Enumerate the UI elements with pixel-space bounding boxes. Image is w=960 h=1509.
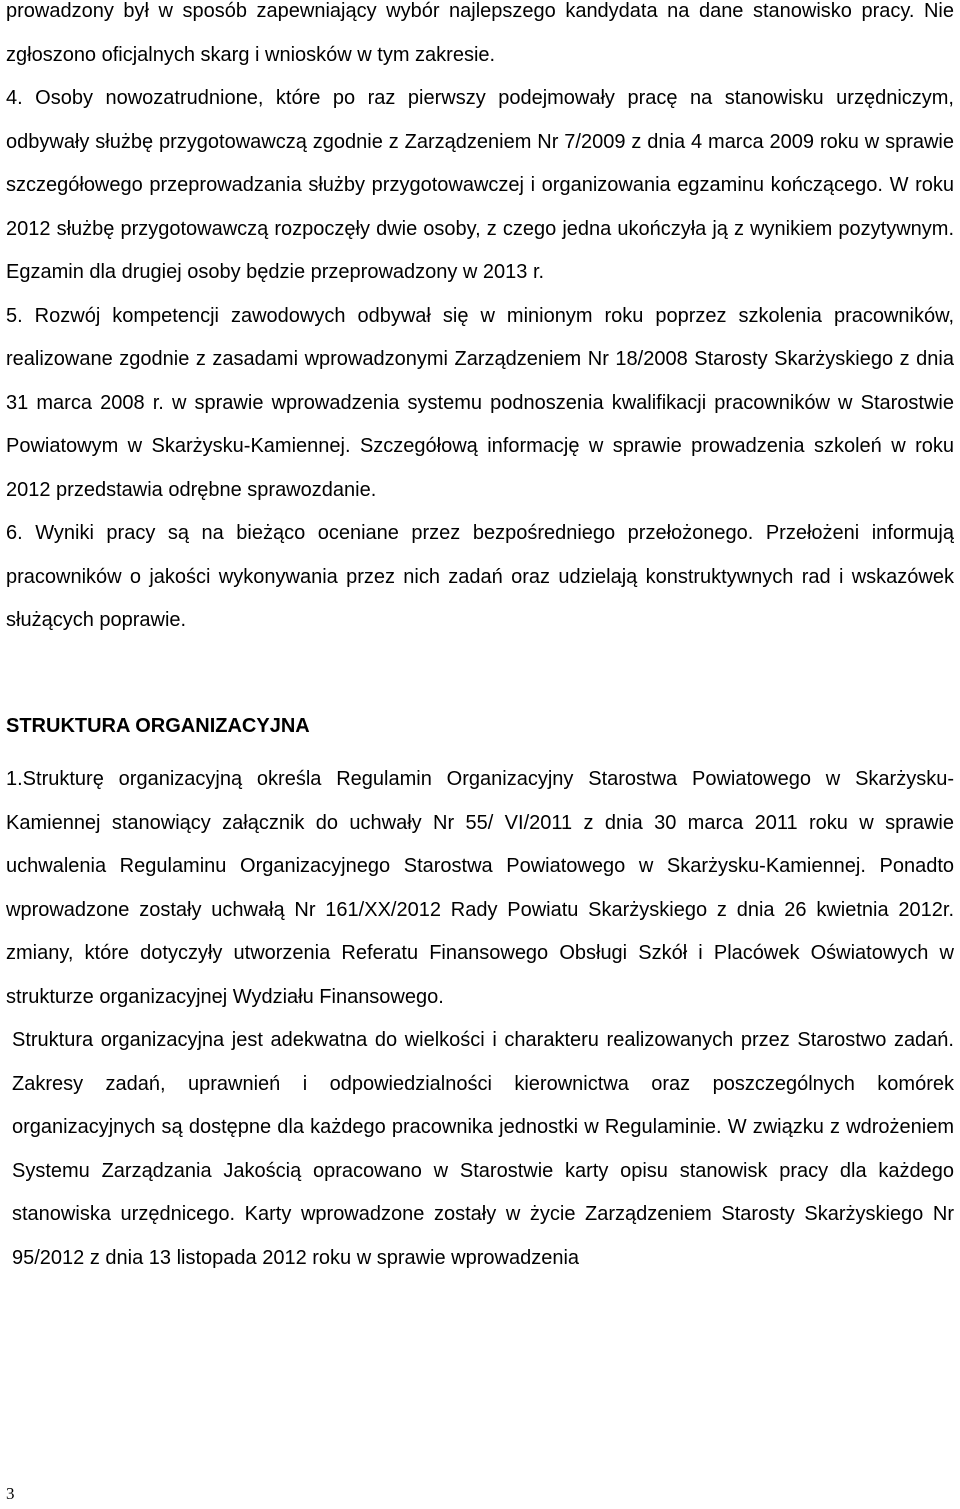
page-number: 3: [6, 1484, 15, 1503]
list-item-5: 5. Rozwój kompetencji zawodowych odbywał się w minionym roku poprzez szkolenia pracowników, realizowane zgodnie z zasadami wprowadzonymi Zarządzeniem Nr 18/2008 Starosty Skarżyskiego z dnia 31 marca 2008 r. w sprawie wprowadzenia systemu podnoszenia kwalifikacji pracowników w Starostwie Powiatowym w Skarżysku-Kamiennej. Szczegółową informację w sprawie prowadzenia szkoleń w roku 2012 przedstawia odrębne sprawozdanie.: [6, 304, 954, 501]
section-heading: STRUKTURA ORGANIZACYJNA: [6, 714, 310, 737]
structure-paragraph-2: Struktura organizacyjna jest adekwatna do wielkości i charakteru realizowanych przez Starostwo zadań. Zakresy zadań, uprawnień i odpowiedzialności kierownictwa oraz poszczególnych komórek organizacyjnych są dostępne dla każdego pracownika jednostki w Regulaminie. W związku z wdrożeniem Systemu Zarządzania Jakością opracowano w Starostwie karty opisu stanowisk pracy dla każdego stanowiska urzędnicego. Karty wprowadzone zostały w życie Zarządzeniem Starosty Skarżyskiego Nr 95/2012 z dnia 13 listopada 2012 roku w sprawie wprowadzenia: [12, 1029, 954, 1269]
structure-item-1: 1.Strukturę organizacyjną określa Regulamin Organizacyjny Starostwa Powiatowego w Skarżysku-Kamiennej stanowiący załącznik do uchwały Nr 55/ VI/2011 z dnia 30 marca 2011 roku w sprawie uchwalenia Regulaminu Organizacyjnego Starostwa Powiatowego w Skarżysku-Kamiennej. Ponadto wprowadzone zostały uchwałą Nr 161/XX/2012 Rady Powiatu Skarżyskiego z dnia 26 kwietnia 2012r. zmiany, które dotyczyły utworzenia Referatu Finansowego Obsługi Szkół i Placówek Oświatowych w strukturze organizacyjnej Wydziału Finansowego.: [6, 768, 954, 1008]
document-page: [6, 0, 954, 1280]
list-item-4: 4. Osoby nowozatrudnione, które po raz pierwszy podejmowały pracę na stanowisku urzędniczym, odbywały służbę przygotowawczą zgodnie z Zarządzeniem Nr 7/2009 z dnia 4 marca 2009 roku w sprawie szczegółowego przeprowadzania służby przygotowawczej i organizowania egzaminu kończącego. W roku 2012 służbę przygotowawczą rozpoczęły dwie osoby, z czego jedna ukończyła ją z wynikiem pozytywnym. Egzamin dla drugiej osoby będzie przeprowadzony w 2013 r.: [6, 87, 954, 283]
paragraph-continuation: prowadzony był w sposób zapewniający wybór najlepszego kandydata na dane stanowisko pracy. Nie zgłoszono oficjalnych skarg i wniosków w tym zakresie.: [6, 0, 954, 66]
list-item-6: 6. Wyniki pracy są na bieżąco oceniane przez bezpośredniego przełożonego. Przełożeni informują pracowników o jakości wykonywania przez nich zadań oraz udzielają konstruktywnych rad i wskazówek służących poprawie.: [6, 522, 954, 631]
